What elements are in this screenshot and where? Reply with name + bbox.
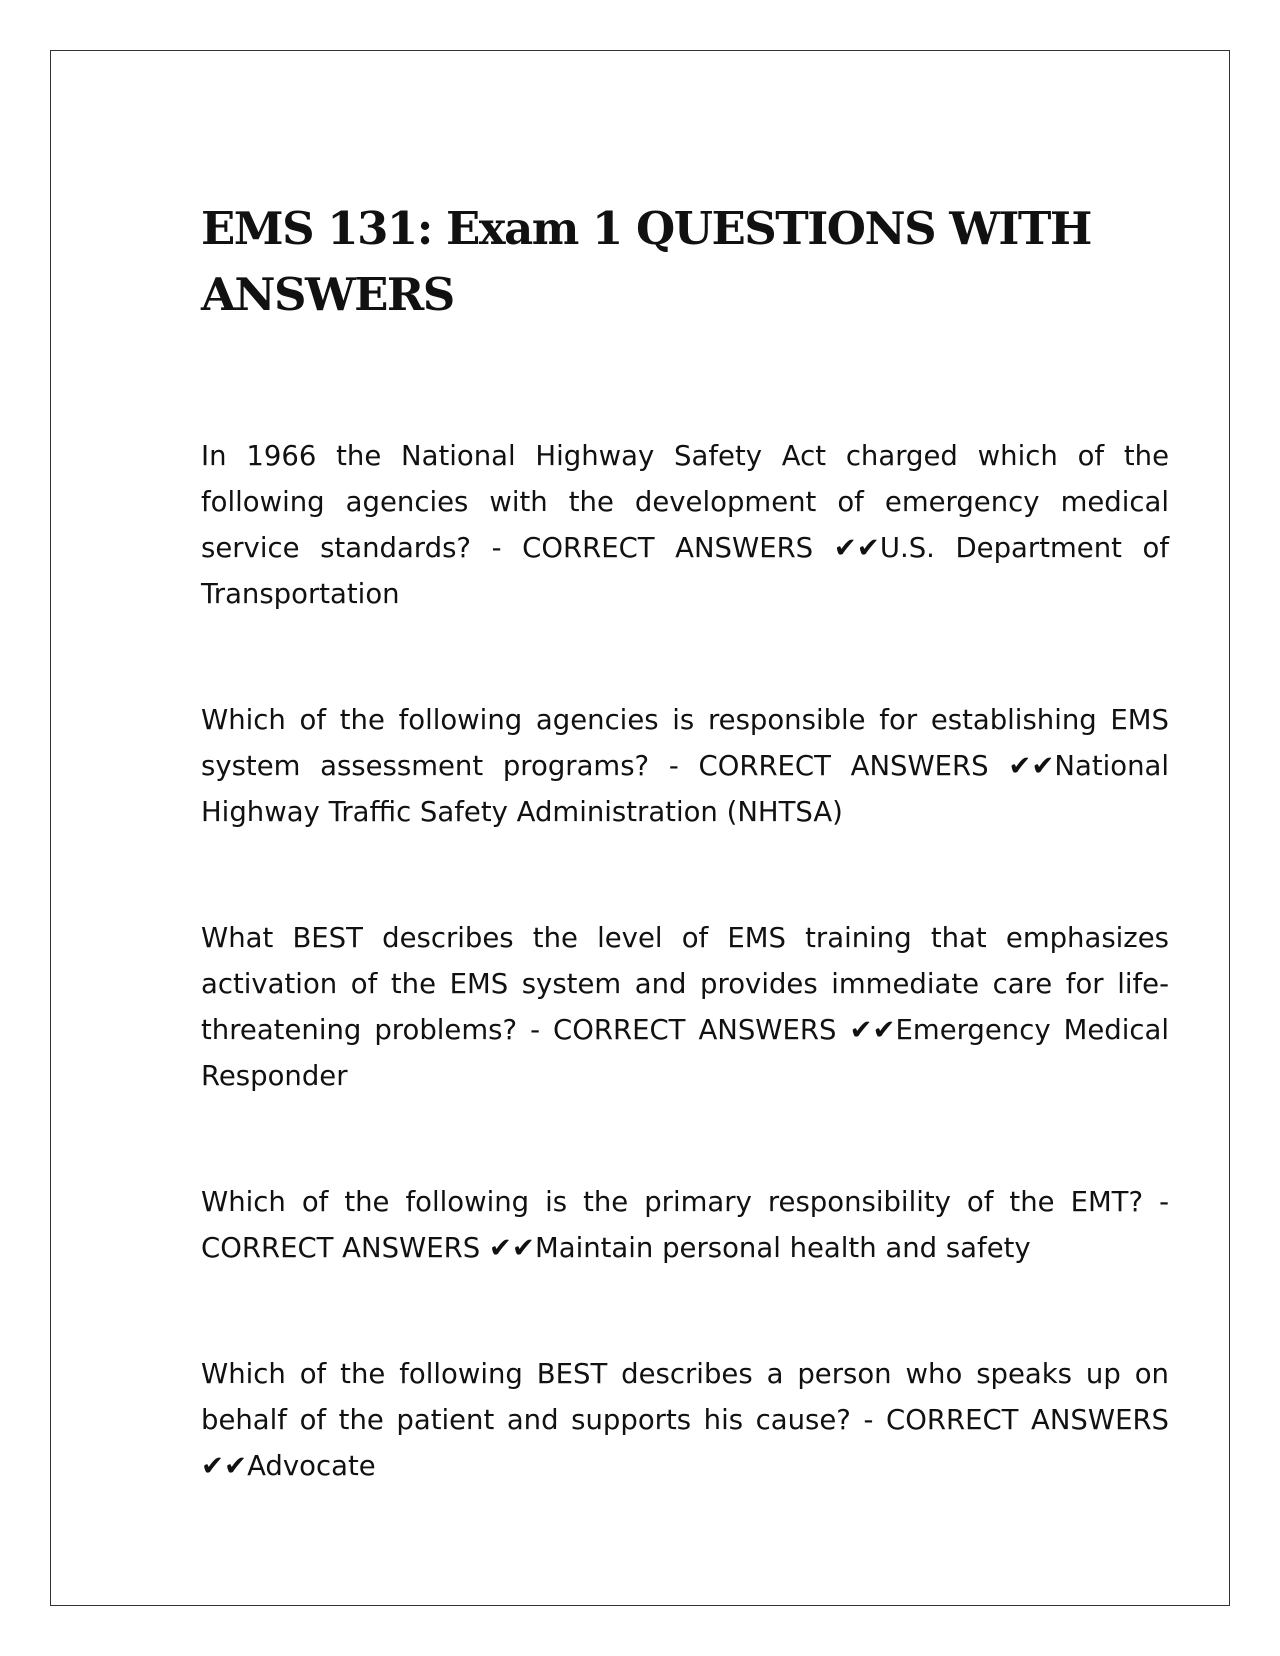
answer-text: Maintain personal health and safety [534, 1232, 1031, 1264]
qa-item [201, 697, 1169, 835]
qa-item [201, 915, 1169, 1099]
answer-text: Emergency Medical Responder [201, 1014, 1169, 1092]
qa-item [201, 1351, 1169, 1489]
qa-item [201, 1179, 1169, 1271]
document-body [201, 196, 1169, 1569]
answer-separator: - CORRECT ANSWERS [517, 1014, 850, 1046]
answer-separator: - CORRECT ANSWERS [850, 1404, 1170, 1436]
answer-separator: - CORRECT ANSWERS [649, 750, 1009, 782]
double-check-icon: ✔✔ [201, 1450, 248, 1482]
double-check-icon: ✔✔ [849, 1014, 896, 1046]
qa-list [201, 433, 1169, 1489]
answer-text: U.S. Department of Transportation [201, 532, 1170, 610]
double-check-icon: ✔✔ [488, 1232, 535, 1264]
question-text: Which of the following is the primary responsibility of the EMT? [201, 1186, 1144, 1218]
question-text: What BEST describes the level of EMS training that emphasizes activation of the EMS system and provides immediate care for life-threatening problems? [201, 922, 1169, 1046]
double-check-icon: ✔✔ [833, 532, 880, 564]
question-text: Which of the following BEST describes a person who speaks up on behalf of the patient and supports his cause? [201, 1358, 1169, 1436]
question-text: Which of the following agencies is responsible for establishing EMS system assessment programs? [201, 704, 1169, 782]
answer-separator: - CORRECT ANSWERS [471, 532, 834, 564]
qa-item [201, 433, 1169, 617]
answer-separator: - CORRECT ANSWERS [201, 1186, 1169, 1264]
answer-text: National Highway Traffic Safety Administration (NHTSA) [201, 750, 1170, 828]
page-frame [50, 50, 1230, 1606]
question-text: In 1966 the National Highway Safety Act charged which of the following agencies with the development of emergency medical service standards? [201, 440, 1169, 564]
double-check-icon: ✔✔ [1008, 750, 1055, 782]
document-title: EMS 131: Exam 1 QUESTIONS WITH ANSWERS [201, 202, 1091, 321]
answer-text: Advocate [247, 1450, 376, 1482]
